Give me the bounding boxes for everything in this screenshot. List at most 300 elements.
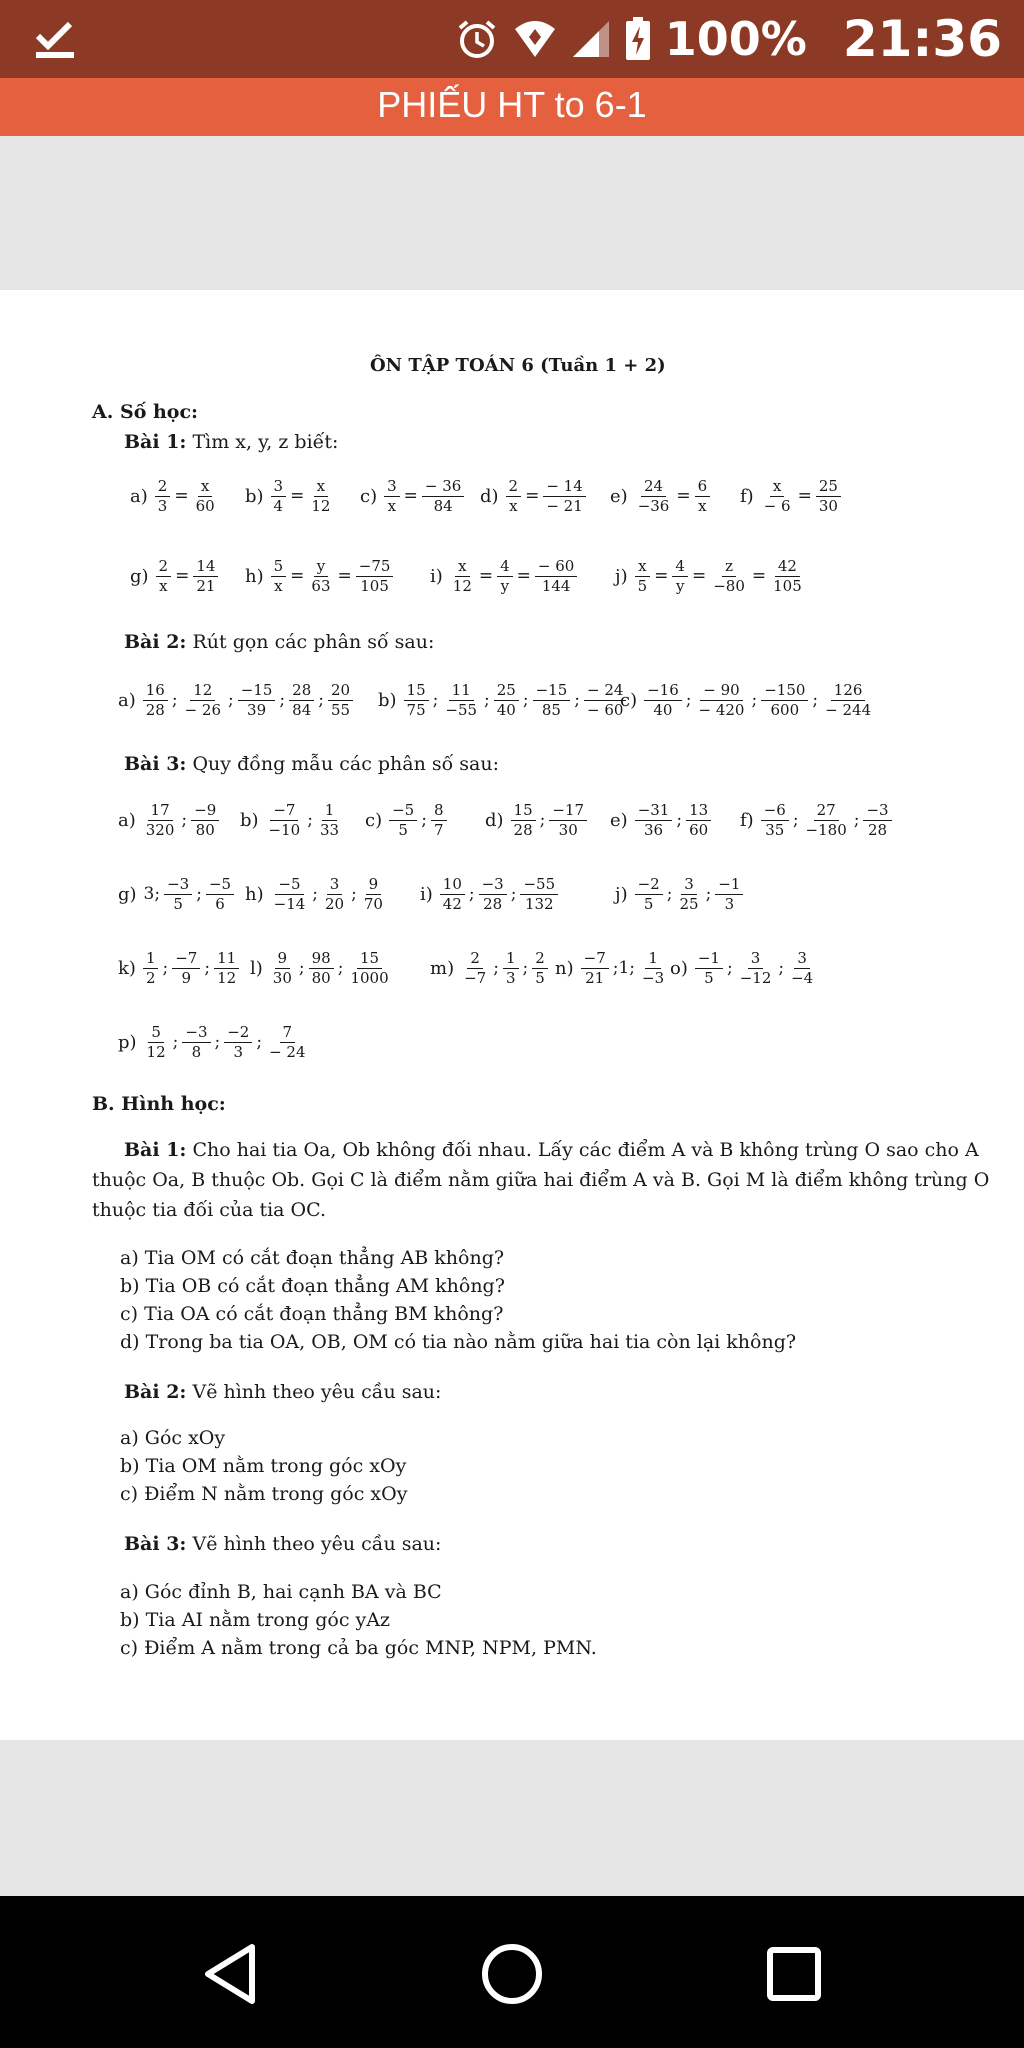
exercise-item — [610, 790, 713, 850]
numerator: −150 — [761, 682, 808, 701]
denominator: 28 — [513, 820, 533, 839]
equals-sign: = — [751, 566, 767, 586]
fraction — [506, 478, 522, 515]
numerator: −3 — [164, 876, 192, 895]
separator: ; — [751, 690, 758, 710]
exercise-item — [118, 790, 221, 850]
separator: ; — [705, 884, 712, 904]
numerator: −5 — [275, 876, 303, 895]
fraction — [695, 950, 723, 987]
fraction — [644, 682, 682, 719]
separator: ;1; — [612, 958, 636, 978]
numerator: −7 — [270, 802, 298, 821]
denominator: x — [698, 496, 707, 515]
fraction — [635, 802, 673, 839]
numerator: 8 — [431, 802, 447, 821]
separator: ; — [812, 690, 819, 710]
fraction — [710, 558, 748, 595]
numerator: 4 — [672, 558, 688, 577]
denominator: 42 — [442, 894, 462, 913]
numerator: 15 — [357, 950, 382, 969]
exercise-item — [118, 670, 355, 730]
fraction — [270, 950, 295, 987]
back-icon — [200, 1941, 260, 2007]
numerator: 126 — [831, 682, 866, 701]
exercise-item — [365, 790, 449, 850]
denominator: 80 — [195, 820, 215, 839]
fraction — [440, 876, 465, 913]
recents-icon — [765, 1945, 823, 2003]
separator: ; — [726, 958, 733, 978]
numerator: 28 — [289, 682, 314, 701]
numerator: 15 — [404, 682, 429, 701]
numerator: 25 — [816, 478, 841, 497]
fraction — [144, 1024, 169, 1061]
hh-bai2-item: c) Điểm N nằm trong góc xOy — [120, 1483, 408, 1505]
separator: ; — [214, 1032, 221, 1052]
hh-bai2-item: a) Góc xOy — [120, 1427, 226, 1449]
bai3-row-3 — [0, 938, 1024, 998]
item-label: e) — [610, 809, 628, 831]
denominator: 40 — [496, 700, 516, 719]
exercise-item — [360, 466, 466, 526]
equals-sign: = — [290, 566, 305, 586]
fraction — [322, 876, 347, 913]
exercise-item — [485, 790, 589, 850]
item-label: e) — [610, 485, 628, 507]
denominator: 132 — [524, 894, 554, 913]
status-bar — [0, 0, 1024, 78]
numerator: −75 — [356, 558, 394, 577]
fraction — [639, 950, 667, 987]
equals-sign: = — [516, 566, 531, 586]
item-label: h) — [245, 883, 264, 905]
denominator: 85 — [541, 700, 561, 719]
denominator: 70 — [363, 894, 383, 913]
fraction — [191, 802, 219, 839]
app-bar — [0, 78, 1024, 136]
bai3-row-1 — [0, 790, 1024, 850]
denominator: 12 — [452, 576, 472, 595]
numerator: −15 — [533, 682, 571, 701]
numerator: −7 — [172, 950, 200, 969]
separator: ; — [792, 810, 799, 830]
numerator: −31 — [635, 802, 673, 821]
numerator: 3 — [271, 478, 287, 497]
item-label: b) — [378, 689, 397, 711]
numerator: 3 — [327, 876, 343, 895]
exercise-item — [480, 466, 588, 526]
numerator: 14 — [193, 558, 218, 577]
fraction — [442, 682, 480, 719]
item-label: f) — [740, 485, 754, 507]
exercise-item — [118, 864, 236, 924]
denominator: − 244 — [825, 700, 872, 719]
denominator: 5 — [704, 968, 714, 987]
denominator: x — [387, 496, 397, 515]
fraction — [686, 802, 711, 839]
numerator: y — [314, 558, 328, 577]
denominator: 4 — [273, 496, 284, 515]
bai1-row-1 — [0, 466, 1024, 526]
home-button[interactable] — [472, 1934, 552, 2014]
fraction — [182, 1024, 210, 1061]
numerator: 16 — [143, 682, 168, 701]
denominator: 25 — [679, 894, 699, 913]
denominator: 40 — [653, 700, 673, 719]
fraction — [770, 558, 805, 595]
numerator: 2 — [155, 478, 171, 497]
denominator: 60 — [689, 820, 709, 839]
numerator: x — [314, 478, 328, 497]
fraction — [238, 682, 276, 719]
equals-sign: = — [175, 566, 190, 586]
numerator: 11 — [214, 950, 239, 969]
fraction — [182, 682, 224, 719]
denominator: −180 — [805, 820, 847, 839]
numerator: 7 — [280, 1024, 296, 1043]
numerator: x — [198, 478, 212, 497]
denominator: 30 — [272, 968, 292, 987]
numerator: −2 — [224, 1024, 252, 1043]
denominator: x — [274, 576, 283, 595]
denominator: −55 — [445, 700, 478, 719]
numerator: − 90 — [700, 682, 742, 701]
fraction — [271, 558, 287, 595]
item-label: d) — [480, 485, 499, 507]
battery-percentage: 100% — [664, 12, 807, 66]
item-label: i) — [430, 565, 443, 587]
denominator: 30 — [558, 820, 578, 839]
fraction — [308, 478, 333, 515]
item-label: f) — [740, 809, 754, 831]
denominator: 60 — [195, 496, 215, 515]
denominator: 12 — [146, 1042, 166, 1061]
fraction — [155, 478, 171, 515]
fraction — [214, 950, 239, 987]
navigation-bar — [0, 1896, 1024, 2048]
separator: ; — [522, 690, 529, 710]
exercise-item — [430, 546, 579, 606]
denominator: 7 — [433, 820, 444, 839]
separator: ; — [676, 810, 683, 830]
denominator: 21 — [196, 576, 216, 595]
denominator: 9 — [181, 968, 192, 987]
fraction — [761, 802, 789, 839]
denominator: 3 — [233, 1042, 244, 1061]
exercise-item — [430, 938, 550, 998]
equals-sign: = — [478, 566, 494, 586]
fraction — [635, 876, 663, 913]
fraction — [309, 950, 334, 987]
denominator: 36 — [643, 820, 664, 839]
separator: ; — [171, 690, 178, 710]
numerator: −2 — [635, 876, 663, 895]
numerator: −16 — [644, 682, 682, 701]
separator: ; — [196, 884, 202, 904]
fraction — [156, 558, 172, 595]
equals-sign: = — [525, 486, 540, 506]
separator: ; — [162, 958, 169, 978]
denominator: 55 — [330, 700, 351, 719]
denominator: − 6 — [763, 496, 791, 515]
numerator: 1 — [645, 950, 661, 969]
separator: ; — [318, 690, 324, 710]
hh-bai1-item: d) Trong ba tia OA, OB, OM có tia nào nằm giữa hai tia còn lại không? — [120, 1331, 797, 1353]
denominator: − 420 — [698, 700, 745, 719]
recents-button[interactable] — [754, 1934, 834, 2014]
numerator: −7 — [581, 950, 609, 969]
denominator: 80 — [311, 968, 331, 987]
denominator: −7 — [464, 968, 487, 987]
fraction — [193, 478, 218, 515]
numerator: 5 — [148, 1024, 164, 1043]
numerator: − 14 — [543, 478, 585, 497]
denominator: 105 — [773, 576, 802, 595]
exercise-item — [118, 1012, 311, 1072]
separator: ; — [337, 958, 344, 978]
fraction — [816, 478, 841, 515]
hh-bai1-item: c) Tia OA có cắt đoạn thẳng BM không? — [120, 1303, 504, 1325]
numerator: x — [635, 558, 649, 577]
numerator: x — [455, 558, 469, 577]
numerator: 5 — [271, 558, 287, 577]
fraction — [193, 558, 218, 595]
numerator: 9 — [275, 950, 291, 969]
fraction — [143, 950, 159, 987]
fraction — [384, 478, 400, 515]
item-label: g) — [118, 883, 137, 905]
item-label: k) — [118, 957, 136, 979]
denominator: 6 — [215, 894, 225, 913]
denominator: 28 — [145, 700, 165, 719]
hh-bai3-item: b) Tia AI nằm trong góc yAz — [120, 1609, 390, 1631]
numerator: 3 — [794, 950, 810, 969]
denominator: 3 — [157, 496, 168, 515]
numerator: −17 — [549, 802, 587, 821]
numerator: −1 — [715, 876, 743, 895]
equals-sign: = — [174, 486, 189, 506]
fraction — [389, 802, 417, 839]
fraction — [289, 682, 314, 719]
denominator: −14 — [273, 894, 306, 913]
numerator: −15 — [238, 682, 276, 701]
denominator: 75 — [406, 700, 426, 719]
fraction — [308, 558, 333, 595]
item-label: n) — [555, 957, 574, 979]
separator: ; — [685, 690, 692, 710]
separator: ; — [432, 690, 439, 710]
numerator: 17 — [148, 802, 173, 821]
item-label: a) — [130, 485, 148, 507]
clock: 21:36 — [842, 10, 1002, 68]
app-title: PHIẾU HT to 6-1 — [377, 84, 647, 125]
numerator: 3 — [748, 950, 764, 969]
separator: ; — [298, 958, 305, 978]
section-b-heading: B. Hình học: — [92, 1093, 226, 1115]
denominator: 144 — [541, 576, 571, 595]
hh-bai1-line-2: thuộc Oa, B thuộc Ob. Gọi C là điểm nằm giữa hai điểm A và B. Gọi M là điểm không trùng O — [92, 1169, 990, 1191]
hh-bai2-item: b) Tia OM nằm trong góc xOy — [120, 1455, 407, 1477]
back-button[interactable] — [190, 1934, 270, 2014]
separator: ; — [574, 690, 580, 710]
document-page[interactable] — [0, 290, 1024, 1740]
fraction — [635, 478, 673, 515]
numerator: − 36 — [422, 478, 464, 497]
fraction — [822, 682, 874, 719]
denominator: 3 — [505, 968, 516, 987]
exercise-item — [130, 466, 220, 526]
separator: ; — [312, 884, 319, 904]
denominator: − 60 — [586, 700, 624, 719]
item-label: p) — [118, 1031, 137, 1053]
numerator: −3 — [863, 802, 891, 821]
fraction — [543, 478, 585, 515]
denominator: 39 — [247, 700, 267, 719]
item-label: g) — [130, 565, 149, 587]
fraction — [172, 950, 200, 987]
denominator: 84 — [433, 496, 453, 515]
equals-sign: = — [337, 566, 352, 586]
exercise-item — [615, 546, 807, 606]
numerator: 98 — [309, 950, 334, 969]
denominator: −10 — [268, 820, 301, 839]
alarm-icon — [455, 17, 499, 61]
fraction — [581, 950, 609, 987]
denominator: 3 — [724, 894, 735, 913]
fraction — [404, 682, 429, 719]
numerator: −55 — [520, 876, 558, 895]
item-label: j) — [615, 883, 628, 905]
separator: ; — [228, 690, 234, 710]
hh-bai1-item: a) Tia OM có cắt đoạn thẳng AB không? — [120, 1247, 505, 1269]
hh-bai3-item: c) Điểm A nằm trong cả ba góc MNP, NPM, PMN. — [120, 1637, 597, 1659]
denominator: 28 — [868, 820, 888, 839]
separator: ; — [421, 810, 427, 830]
denominator: − 26 — [184, 700, 222, 719]
denominator: 33 — [319, 820, 340, 839]
section-a-heading: A. Số học: — [92, 401, 199, 423]
separator: ; — [468, 884, 475, 904]
denominator: 5 — [637, 576, 648, 595]
denominator: −3 — [642, 968, 665, 987]
hh-bai1-item: b) Tia OB có cắt đoạn thẳng AM không? — [120, 1275, 505, 1297]
fraction — [431, 802, 447, 839]
bai1-heading: Bài 1: Tìm x, y, z biết: — [124, 431, 339, 453]
denominator: 1000 — [350, 968, 389, 987]
fraction — [479, 876, 507, 913]
fraction — [497, 558, 513, 595]
fraction — [271, 478, 287, 515]
numerator: 12 — [190, 682, 215, 701]
numerator: 15 — [511, 802, 536, 821]
wifi-icon — [513, 19, 557, 59]
fraction — [863, 802, 891, 839]
exercise-item — [740, 790, 894, 850]
fraction — [520, 876, 558, 913]
denominator: 5 — [398, 820, 408, 839]
separator: ; — [181, 810, 188, 830]
fraction — [143, 682, 168, 719]
fraction — [494, 682, 519, 719]
hh-bai2-heading: Bài 2: Vẽ hình theo yêu cầu sau: — [124, 1381, 442, 1403]
separator: ; — [510, 884, 517, 904]
exercise-item — [620, 670, 876, 730]
numerator: 25 — [494, 682, 519, 701]
fraction — [676, 876, 701, 913]
denominator: 105 — [360, 576, 389, 595]
numerator: −6 — [761, 802, 789, 821]
bai3-heading: Bài 3: Quy đồng mẫu các phân số sau: — [124, 753, 500, 775]
separator: ; — [853, 810, 860, 830]
exercise-item — [555, 938, 669, 998]
signal-icon — [571, 19, 611, 59]
fraction — [695, 478, 711, 515]
fraction — [143, 802, 178, 839]
fraction — [788, 950, 816, 987]
item-label: l) — [250, 957, 263, 979]
exercise-item — [610, 466, 712, 526]
fraction — [347, 950, 391, 987]
numerator: 42 — [775, 558, 800, 577]
fraction — [535, 558, 577, 595]
fraction — [503, 950, 519, 987]
numerator: 13 — [686, 802, 711, 821]
item-label: c) — [620, 689, 638, 711]
numerator: 6 — [695, 478, 711, 497]
fraction — [224, 1024, 252, 1061]
fraction — [635, 558, 651, 595]
exercise-item — [245, 466, 335, 526]
fraction — [328, 682, 353, 719]
numerator: 1 — [143, 950, 159, 969]
separator: ; — [522, 958, 529, 978]
hh-bai1-line-3: thuộc tia đối của tia OC. — [92, 1199, 327, 1221]
fraction — [461, 950, 489, 987]
numerator: −1 — [695, 950, 723, 969]
denominator: 35 — [765, 820, 785, 839]
fraction — [266, 802, 304, 839]
numerator: 24 — [641, 478, 666, 497]
equals-sign: = — [654, 566, 669, 586]
denominator: 12 — [311, 496, 331, 515]
fraction — [761, 478, 794, 515]
numerator: −5 — [389, 802, 417, 821]
numerator: 1 — [503, 950, 519, 969]
equals-sign: = — [676, 486, 691, 506]
exercise-item — [420, 864, 560, 924]
fraction — [549, 802, 587, 839]
hh-bai3-item: a) Góc đỉnh B, hai cạnh BA và BC — [120, 1581, 442, 1603]
denominator: 84 — [292, 700, 312, 719]
bai1-row-2 — [0, 546, 1024, 606]
download-done-icon — [34, 18, 76, 60]
fraction — [533, 682, 571, 719]
separator: ; — [666, 884, 673, 904]
exercise-item — [250, 938, 394, 998]
doc-title: ÔN TẬP TOÁN 6 (Tuần 1 + 2) — [370, 355, 666, 376]
exercise-item — [670, 938, 818, 998]
numerator: − 24 — [584, 682, 626, 701]
separator: ; — [256, 1032, 263, 1052]
numerator: 10 — [440, 876, 465, 895]
denominator: 600 — [770, 700, 800, 719]
separator: ; — [204, 958, 211, 978]
separator: ; — [539, 810, 546, 830]
fraction — [737, 950, 775, 987]
denominator: 320 — [145, 820, 175, 839]
numerator: − 60 — [535, 558, 577, 577]
